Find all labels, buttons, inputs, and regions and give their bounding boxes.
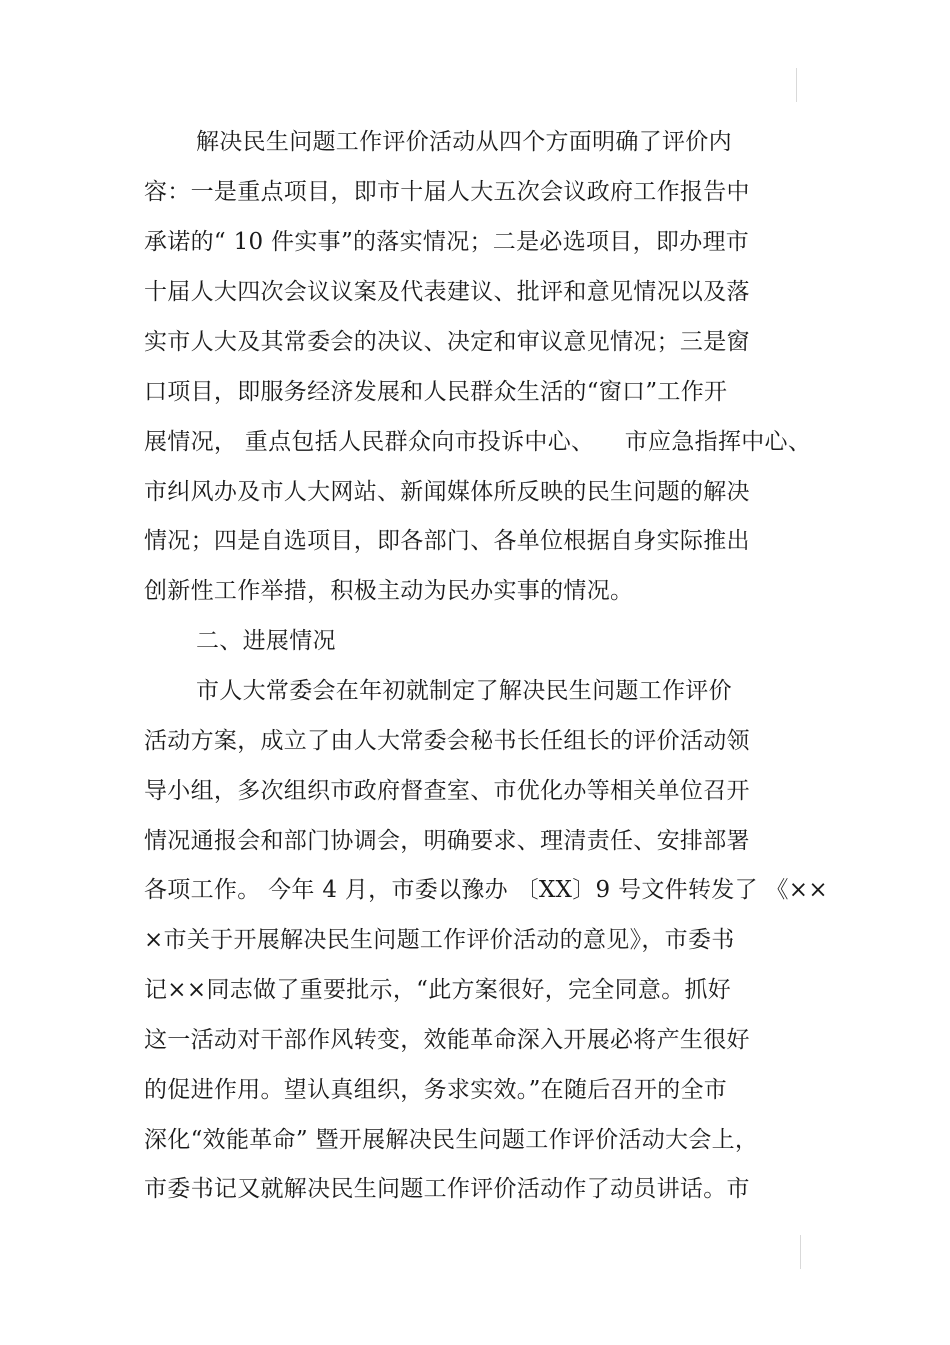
section-heading: 二、进展情况 [196,628,336,654]
page-edge-mark-top [796,68,797,102]
paragraph-line: 记××同志做了重要批示，“此方案很好，完全同意。抓好 [144,977,732,1003]
paragraph-line: 的促进作用。望认真组织，务求实效。”在随后召开的全市 [144,1077,728,1103]
paragraph-line: 市委书记又就解决民生问题工作评价活动作了动员讲话。市 [144,1176,750,1202]
paragraph-line: 各项工作。 今年 4 月，市委以豫办 〔XX〕9 号文件转发了 《×× [144,877,828,903]
page-edge-mark-bottom [800,1235,801,1269]
paragraph-line: 这一活动对干部作风转变，效能革命深入开展必将产生很好 [144,1027,750,1053]
paragraph-line: 十届人大四次会议议案及代表建议、批评和意见情况以及落 [144,279,750,305]
paragraph-line: 承诺的“ 10 件实事”的落实情况；二是必选项目，即办理市 [144,229,750,255]
paragraph-line: 市人大常委会在年初就制定了解决民生问题工作评价 [196,678,732,704]
paragraph-line: 展情况， 重点包括人民群众向市投诉中心、 市应急指挥中心、 [144,429,812,455]
paragraph-line: 深化“效能革命” 暨开展解决民生问题工作评价活动大会上， [144,1127,759,1153]
paragraph-line: 导小组，多次组织市政府督查室、市优化办等相关单位召开 [144,778,750,804]
paragraph-line: 容：一是重点项目，即市十届人大五次会议政府工作报告中 [144,179,750,205]
paragraph-line: ×市关于开展解决民生问题工作评价活动的意见》，市委书 [144,927,735,953]
paragraph-line: 活动方案，成立了由人大常委会秘书长任组长的评价活动领 [144,728,750,754]
paragraph-line: 创新性工作举措，积极主动为民办实事的情况。 [144,578,634,604]
paragraph-line: 情况；四是自选项目，即各部门、各单位根据自身实际推出 [144,528,750,554]
paragraph-line: 实市人大及其常委会的决议、决定和审议意见情况；三是窗 [144,329,750,355]
paragraph-line: 口项目，即服务经济发展和人民群众生活的“窗口”工作开 [144,379,728,405]
paragraph-line: 情况通报会和部门协调会，明确要求、理清责任、安排部署 [144,828,750,854]
paragraph-line: 市纠风办及市人大网站、新闻媒体所反映的民生问题的解决 [144,479,750,505]
paragraph-line: 解决民生问题工作评价活动从四个方面明确了评价内 [196,129,732,155]
